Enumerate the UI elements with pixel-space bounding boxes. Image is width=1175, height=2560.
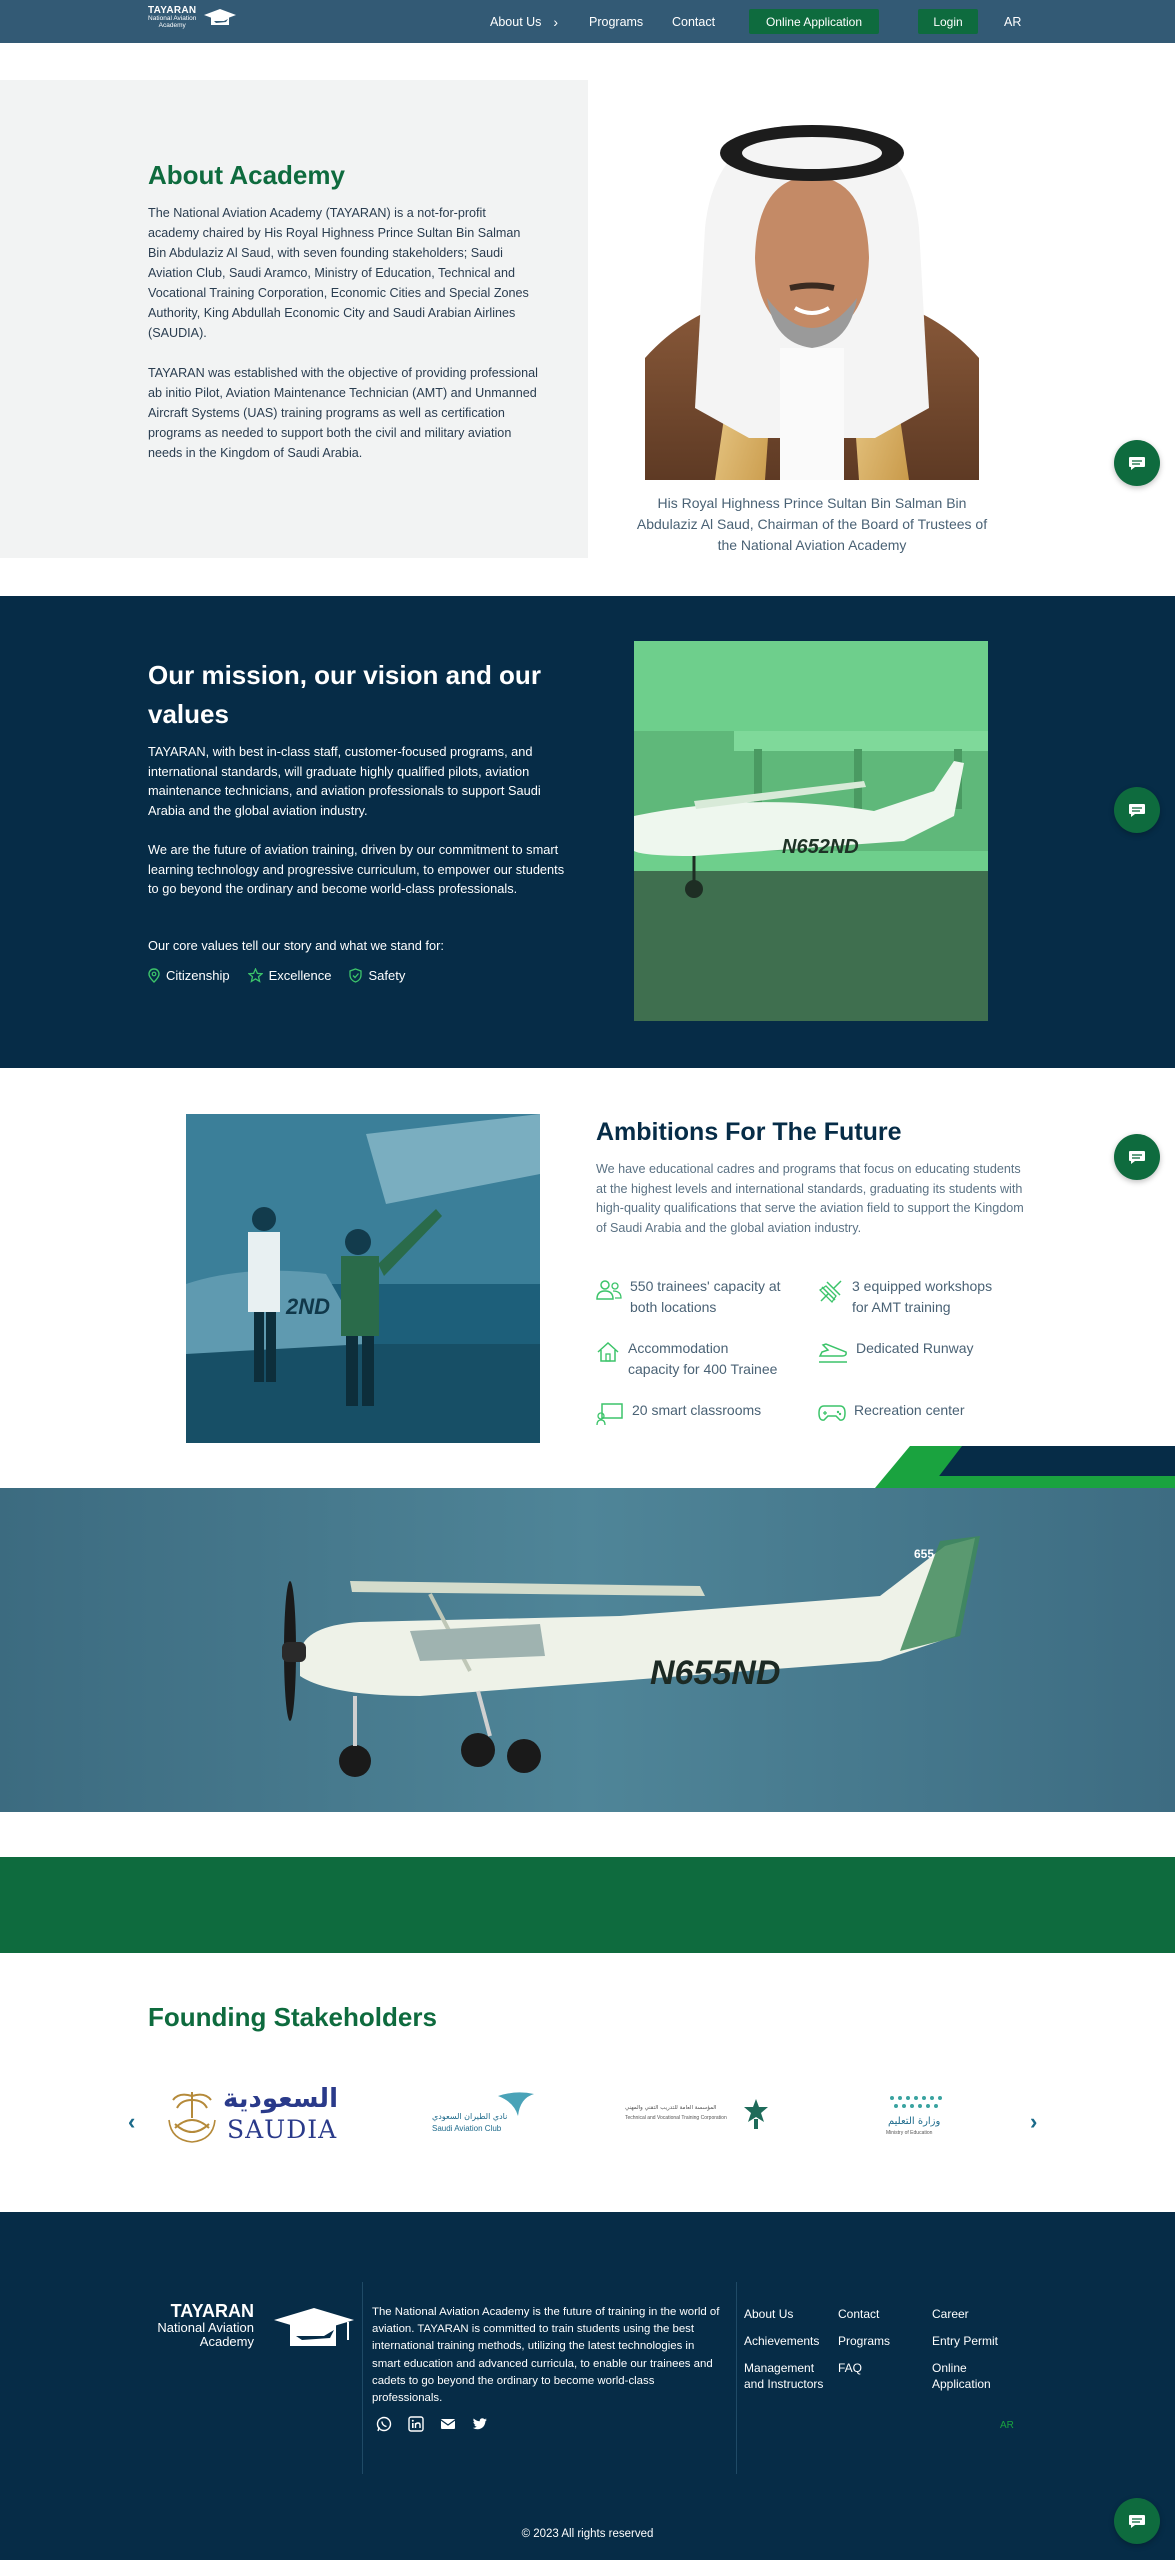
about-paragraph-2: TAYARAN was established with the objective of providing professional ab initio Pilot, Aviation Maintenance Technician (AMT) and Unmanned Aircraft Systems (UAS) training programs as well as certification programs as needed to support both the civil and military aviation needs in the Kingdom of Saudi Arabia. <box>148 366 538 460</box>
footer-logo-title: TAYARAN <box>170 2301 254 2321</box>
runway-icon <box>818 1340 848 1364</box>
aircraft-banner <box>0 1446 1175 1812</box>
nav-programs-label: Programs <box>589 14 644 29</box>
value-label: Citizenship <box>166 968 230 983</box>
nav-contact[interactable] <box>672 0 715 43</box>
graduation-cap-plane-icon <box>272 2306 356 2352</box>
email-icon[interactable] <box>440 2416 456 2432</box>
mission-paragraph-1: TAYARAN, with best in-class staff, customer-focused programs, and international standards, will graduate highly qualified pilots, aviation maintenance technicians, and aviation professionals to support Saudi Arabia and the global aviation industry. <box>148 744 541 818</box>
footer-language-switch[interactable]: AR <box>1000 2420 1014 2431</box>
footer-logo[interactable] <box>144 2302 354 2362</box>
stakeholder-logo-saudi-aviation-club[interactable] <box>428 2090 548 2142</box>
trainees-icon <box>596 1278 622 1302</box>
banner-registration: N655ND <box>650 1654 781 1692</box>
saudia-arabic-text: السعودية <box>223 2084 338 2114</box>
feature-trainees <box>596 1276 806 1318</box>
tvtc-arabic: المؤسسة العامة للتدريب التقني والمهني <box>625 2105 717 2111</box>
mission-aircraft-photo <box>634 641 988 1021</box>
saudia-latin-text: SAUDIA <box>227 2115 338 2144</box>
house-icon <box>596 1340 620 1364</box>
chat-bubble-icon <box>1128 455 1146 471</box>
feature-text: Recreation center <box>854 1402 965 1418</box>
carousel-prev-button[interactable] <box>128 2109 135 2135</box>
footer <box>0 2212 1175 2560</box>
feature-recreation <box>818 1400 1038 1424</box>
footer-logo-subtitle-2: Academy <box>199 2333 254 2349</box>
core-values-list <box>148 968 405 983</box>
green-band <box>0 1857 1175 1953</box>
nav-contact-label: Contact <box>672 14 716 29</box>
value-label: Safety <box>368 968 406 983</box>
footer-divider-2 <box>736 2282 737 2474</box>
tvtc-latin: Technical and Vocational Training Corporation <box>625 2115 727 2121</box>
chat-button[interactable] <box>1114 787 1160 833</box>
map-pin-icon <box>148 968 160 983</box>
footer-link-entry-permit[interactable]: Entry Permit <box>932 2334 999 2348</box>
nav-programs[interactable] <box>589 0 643 43</box>
about-paragraph-1: The National Aviation Academy (TAYARAN) is a not-for-profit academy chaired by His Royal Highness Prince Sultan Bin Salman Bin Abdulaziz Al Saud, with seven founding stakeholders; Saudi Aviation Club, Saudi Aramco, Ministry of Education, Technical and Vocational Training Corporation, Economic Cities and Special Zones Authority, King Abdullah Economic City and Saudi Arabian Airlines (SAUDIA). <box>148 206 529 340</box>
stakeholder-logo-ministry-of-education[interactable] <box>880 2094 952 2142</box>
language-label: AR <box>1004 14 1022 29</box>
linkedin-icon[interactable] <box>408 2416 424 2432</box>
chat-bubble-icon <box>1128 2513 1146 2529</box>
header-logo[interactable] <box>148 6 238 29</box>
feature-text: 3 equipped workshops <box>852 1278 993 1294</box>
moe-latin: Ministry of Education <box>886 2130 933 2136</box>
social-links <box>376 2416 488 2432</box>
feature-accommodation <box>596 1338 806 1380</box>
chat-bubble-icon <box>1128 1149 1146 1165</box>
mission-title: Our mission, our vision and our values <box>148 660 541 729</box>
chevron-right-icon: › <box>553 13 559 30</box>
moe-arabic: وزارة التعليم <box>888 2116 941 2127</box>
chat-button[interactable] <box>1114 2498 1160 2544</box>
gamepad-icon <box>818 1402 846 1424</box>
ambitions-text: We have educational cadres and programs that focus on educating students at the highest levels and international standards, graduating its students with high-quality qualifications that serve the aviation field to support the Kingdom of Saudi Arabia and the global aviation industry. <box>596 1162 1024 1235</box>
mission-paragraph-2: We are the future of aviation training, driven by our commitment to smart learning technology and progressive curriculum, to empower our students to go beyond the ordinary and become world-class professionals. <box>148 842 565 897</box>
chat-button[interactable] <box>1114 440 1160 486</box>
chairman-portrait <box>645 108 979 480</box>
feature-text-2: for AMT training <box>852 1299 951 1315</box>
whatsapp-icon[interactable] <box>376 2416 392 2432</box>
logo-title: TAYARAN <box>148 5 197 16</box>
footer-link-achievements[interactable]: Achievements <box>744 2334 820 2348</box>
feature-text-2: capacity for 400 Trainee <box>628 1361 778 1377</box>
feature-text-2: both locations <box>630 1299 717 1315</box>
copyright: © 2023 All rights reserved <box>521 2528 654 2540</box>
ambitions-photo <box>186 1114 540 1443</box>
stakeholder-logo-saudia[interactable] <box>165 2084 355 2146</box>
footer-link-management[interactable]: Management and Instructors <box>744 2361 824 2391</box>
login-button[interactable]: Login <box>918 9 978 34</box>
feature-text: Dedicated Runway <box>856 1340 974 1356</box>
feature-text: 550 trainees' capacity at <box>630 1278 781 1294</box>
aviation-club-arabic: نادي الطيران السعودي <box>432 2112 508 2121</box>
banner-tail-number: 655 <box>914 1547 935 1561</box>
aircraft-registration: N652ND <box>782 836 859 858</box>
online-application-button[interactable]: Online Application <box>749 9 879 34</box>
shield-check-icon <box>349 968 362 983</box>
saudia-palm-emblem-icon <box>165 2088 219 2144</box>
value-citizenship <box>148 968 230 983</box>
graduation-cap-plane-icon <box>202 7 238 29</box>
star-icon <box>248 968 263 983</box>
aviation-club-latin: Saudi Aviation Club <box>432 2124 502 2133</box>
footer-link-contact[interactable]: Contact <box>838 2307 880 2321</box>
footer-link-about[interactable]: About Us <box>744 2307 794 2321</box>
moe-dots-icon <box>886 2094 946 2112</box>
value-label: Excellence <box>268 968 332 983</box>
plane-tools-icon <box>818 1278 844 1304</box>
feature-classrooms <box>596 1400 806 1426</box>
footer-link-programs[interactable]: Programs <box>838 2334 891 2348</box>
footer-description: The National Aviation Academy is the future of training in the world of aviation. TAYARAN is committed to train students using the best international training methods, utilizing the latest technologies in smart education and advanced curricula, to enable our trainees and cadets to go beyond the ordinary to become world-class professionals. <box>372 2306 720 2405</box>
feature-text: Accommodation <box>628 1340 729 1356</box>
classroom-icon <box>596 1402 624 1426</box>
feature-runway <box>818 1338 1038 1364</box>
photo-registration: 2ND <box>286 1294 331 1319</box>
nav-about-label: About Us <box>490 14 542 29</box>
logo-subtitle-2: Academy <box>158 21 186 29</box>
mission-section <box>0 596 1175 1068</box>
stakeholder-logo-tvtc[interactable] <box>625 2095 773 2139</box>
value-safety <box>349 968 405 983</box>
footer-link-faq[interactable]: FAQ <box>838 2361 863 2375</box>
footer-link-career[interactable]: Career <box>932 2307 969 2321</box>
carousel-next-button[interactable] <box>1030 2109 1037 2135</box>
feature-workshops <box>818 1276 1038 1318</box>
nav-about-us[interactable] <box>490 0 558 43</box>
footer-divider <box>362 2282 363 2474</box>
portrait-caption: His Royal Highness Prince Sultan Bin Salman Bin Abdulaziz Al Saud, Chairman of the Board of Trustees of the National Aviation Academy <box>636 495 988 553</box>
core-values-intro: Our core values tell our story and what we stand for: <box>148 938 444 953</box>
footer-link-online-application[interactable]: Online Application <box>932 2361 991 2391</box>
value-excellence <box>248 968 332 983</box>
tvtc-emblem-icon <box>741 2097 771 2131</box>
chevron-left-icon: ‹ <box>128 2109 136 2134</box>
footer-logo-subtitle: National Aviation <box>157 2319 254 2335</box>
ambitions-title: Ambitions For The Future <box>596 1118 902 1146</box>
chat-bubble-icon <box>1128 802 1146 818</box>
chat-button[interactable] <box>1114 1134 1160 1180</box>
about-title: About Academy <box>148 160 345 190</box>
twitter-icon[interactable] <box>472 2416 488 2432</box>
logo-subtitle: National Aviation <box>148 15 197 22</box>
stakeholders-title: Founding Stakeholders <box>148 2002 437 2032</box>
language-switch[interactable] <box>1004 0 1021 43</box>
top-navbar <box>0 0 1175 43</box>
chevron-right-icon: › <box>1030 2109 1038 2134</box>
feature-text: 20 smart classrooms <box>632 1402 762 1418</box>
